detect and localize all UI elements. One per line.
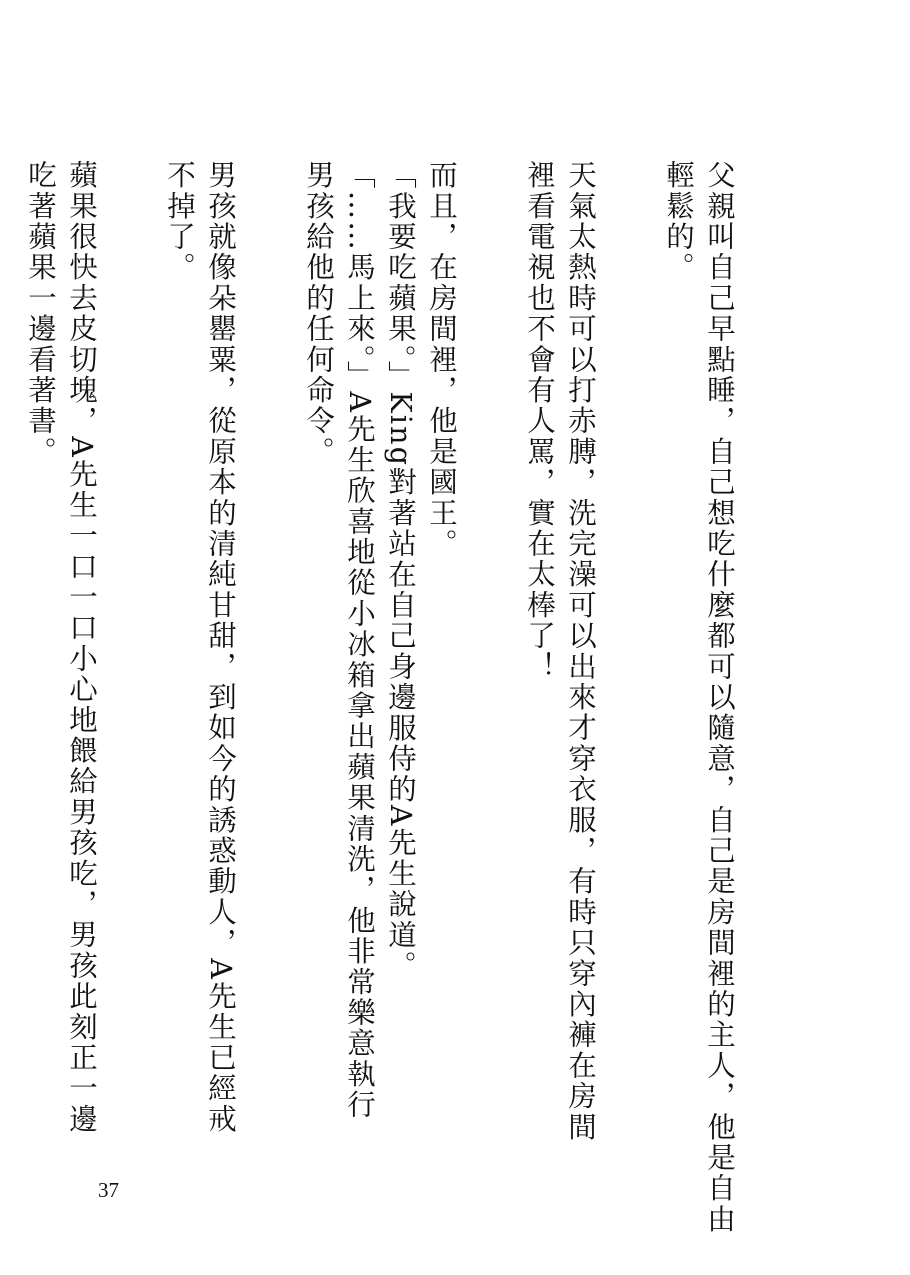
text-column-5: 而且，在房間裡，他是國王。 xyxy=(425,160,458,560)
text-column-8: 男孩給他的任何命令。 xyxy=(302,160,335,467)
text-column-1: 父親叫自己早點睡，自己想吃什麼都可以隨意，自己是房間裡的主人，他是自由 xyxy=(703,160,736,1235)
page-number: 37 xyxy=(98,1178,119,1202)
text-column-3: 天氣太熱時可以打赤膊，洗完澡可以出來才穿衣服，有時只穿內褲在房間 xyxy=(564,160,597,1143)
text-column-7: 「……馬上來。」A先生欣喜地從小冰箱拿出蘋果清洗，他非常樂意執行 xyxy=(343,160,376,1121)
text-column-12: 吃著蘋果一邊看著書。 xyxy=(24,160,57,467)
text-column-10: 不掉了。 xyxy=(163,160,196,283)
text-column-4: 裡看電視也不會有人罵，實在太棒了！ xyxy=(523,160,556,682)
text-column-6: 「我要吃蘋果。」King對著站在自己身邊服侍的A先生說道。 xyxy=(384,160,417,982)
text-column-11: 蘋果很快去皮切塊，A先生一口一口小心地餵給男孩吃，男孩此刻正一邊 xyxy=(65,160,98,1135)
text-column-2: 輕鬆的。 xyxy=(662,160,695,283)
text-column-13 xyxy=(0,160,20,1135)
text-column-9: 男孩就像朵罌粟，從原本的清純甘甜，到如今的誘惑動人，A先生已經戒 xyxy=(204,160,237,1135)
